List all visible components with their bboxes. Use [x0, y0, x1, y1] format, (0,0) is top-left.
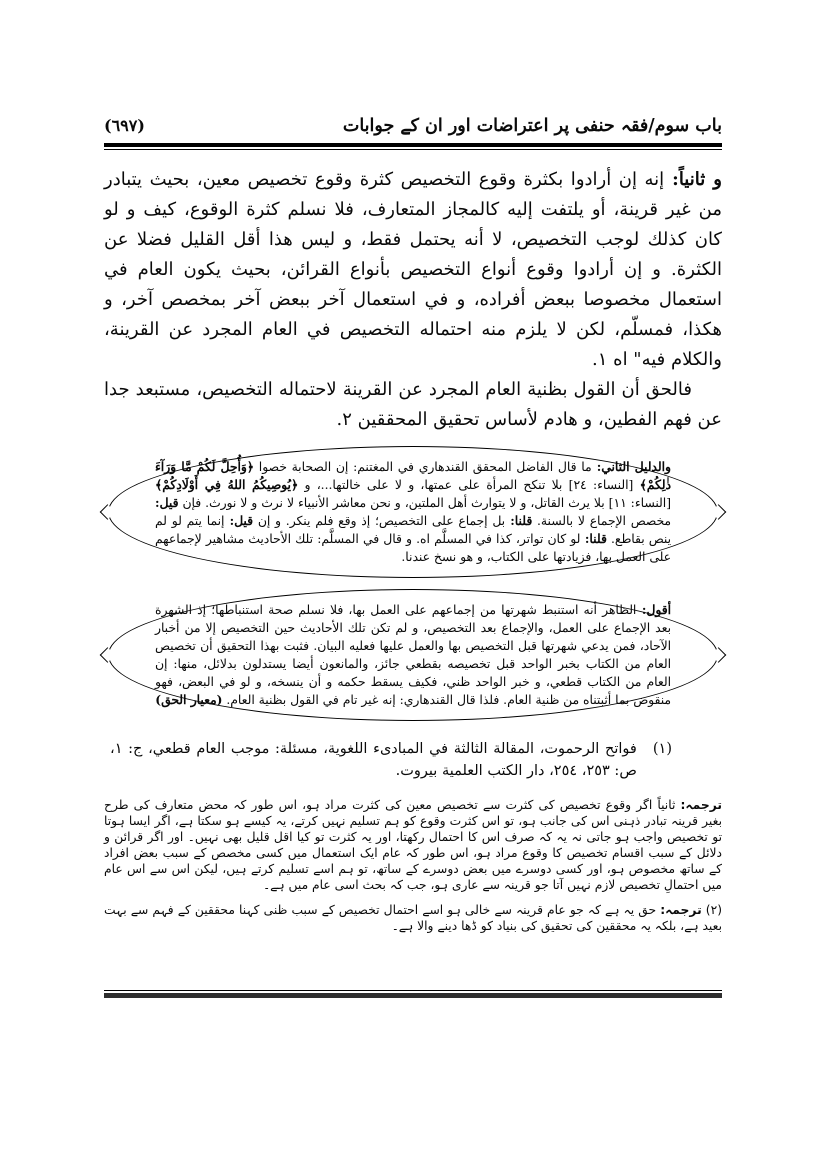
oval-right-tip	[711, 505, 727, 521]
oval-left-tip	[100, 505, 116, 521]
oval-left-tip	[100, 648, 116, 664]
footnote-1	[104, 738, 722, 782]
body-paragraph-2: فالحق أن القول بظنية العام المجرد عن القرينة لاحتماله التخصيص، مستبعد جدا عن فهم الفطين، و هادم لأساس تحقيق المحققين ٢.	[104, 379, 722, 431]
urdu-translation-1-text: ترجمہ: ثانیاً اگر وقوع تخصیص کی کثرت سے تخصیص معین کی کثرت مراد ہو، اس طور کہ محض متعارف کی طرح بغیر قرینہ تبادر ذہنی اس کی جانب ہو، تو اس کثرت وقوع کو ہم تسلیم نہیں کرتے، یہ کیسے ہو سکتا ہے، اگر ایسا ہوتا تو تخصیص واجب ہو جاتی نہ یہ کہ صرف اس کا احتمال رکھتا، اور یہ کثرت تو کیا اقل قلیل بھی نہیں۔ اور اگر قرائن و دلائل کے سبب اقسام تخصیص کا وقوع مراد ہو، اس طور کہ عام ایک استعمال میں کسی مخصص کے سبب بعض افراد کے ساتھ مخصوص ہو، اور کسی دوسرے میں بعض دوسرے کے ساتھ، تو ہم اسے تسلیم کرتے ہیں، لیکن اس سے اس عام میں احتمالِ تخصیص لازم نہیں آتا جو قرینہ سے عاری ہو، جب کہ بحث اسی عام میں ہے۔	[104, 798, 722, 893]
urdu-translation-2-text: (٢) ترجمہ: حق یہ ہے کہ جو عام قرینہ سے خالی ہو اسے احتمال تخصیص کے سبب ظنی کہنا محققین کے فہم سے بہت بعید ہے، بلکہ یہ محققین کی تحقیق کی بنیاد کو ڈھا دینے والا ہے۔	[104, 903, 722, 934]
footer-divider-thin-line	[104, 990, 722, 991]
footer-divider-thick-line	[104, 993, 722, 998]
urdu-translation-1	[104, 797, 722, 893]
footnote-1-text: فواتح الرحموت، المقالة الثالثة في المبادىء اللغوية، مسئلة: موجب العام قطعي، ج: ١، ص: ٢٥٣، ٢٥٤، دار الكتب العلمية بيروت.	[110, 741, 637, 780]
oval-right-tip	[711, 648, 727, 664]
urdu-translation-2	[104, 902, 722, 934]
header-divider-thin-line	[104, 149, 722, 150]
annotation-oval-2	[108, 589, 718, 721]
page-body	[104, 165, 722, 435]
header-divider	[104, 143, 722, 150]
page-number: (٦٩٧)	[104, 116, 145, 135]
annotation-oval-1	[108, 446, 718, 578]
body-paragraph-1: و ثانياً: إنه إن أرادوا بكثرة وقوع التخصيص كثرة وقوع تخصيص معين، بحيث يتبادر من غير قرينة، أو يلتفت إليه كالمجاز المتعارف، فلا نسلم كثرة الوقوع، كيف و لو كان كذلك لوجب التخصيص، لا أنه يحتمل فقط، و ليس هذا أقل القليل فضلا عن الكثرة. و إن أرادوا وقوع أنواع التخصيص بأنواع القرائن، بحيث يكون العام في استعمال مخصوصا ببعض أفراده، و في استعمال آخر ببعض آخر بمخصص آخر، و هكذا، فمسلّم، لكن لا يلزم منه احتماله التخصيص في العام المجرد عن القرينة، والكلام فيه" اه ١.	[104, 169, 722, 371]
annotation-oval-1-text: والدليل الثاني: ما قال الفاضل المحقق القندهاري في المغتنم: إن الصحابة خصوا ﴿وَأُحِلَّ لَكُمْ مَّا وَرَآءَ ذٰلِكُمْ﴾ [النساء: ٢٤] بلا تنكح المرأة على عمتها، و لا على خالتها...، و ﴿يُوصِيكُمُ اللهُ فِي أَوْلَادِكُمْ﴾ [النساء: ١١] بلا يرث القاتل، و لا يتوارث أهل الملتين، و نحن معاشر الأنبياء لا نرث و لا نورث. فإن قيل: مخصص الإجماع لا بالسنة. قلنا: بل إجماع على التخصيص؛ إذ وقع فلم ينكر. و إن قيل: إنما يتم لو لم ينص بقاطع. قلنا: لو كان تواتر، كذا في المسلَّم اه. و قال في المسلَّم: تلك الأحاديث مشاهير لإجماعهم على العمل بها، فزيادتها على الكتاب، و هو نسخ عندنا.	[155, 459, 671, 565]
chapter-title: باب سوم/فقہ حنفی پر اعتراضات اور ان کے جوابات	[342, 116, 722, 136]
footnote-1-marker: (١)	[652, 741, 672, 758]
page-header	[104, 116, 722, 136]
annotation-oval-2-text: أقول: الظاهر أنه استنبط شهرتها من إجماعهم على العمل بها، فلا نسلم صحة استنباطها؛ إذ الشهرة بعد الإجماع على العمل، والإجماع بعد التخصيص، و لم تكن تلك الأحاديث حين التخصيص إلا من أخبار الآحاد، فمن يدعي شهرتها قبل التخصيص بها والعمل عليها فعليه البيان. فثبت بهذا التحقيق أن تخصيص العام من الكتاب بخبر الواحد قبل تخصيصه بقطعي جائز، والمانعون أيضا يستدلون بدلائل، منها: إن العام من الكتاب قطعي، و خبر الواحد ظني، فكيف يسقط حكمه و أن ينسخه، و لو في البعض، فهو منقوض بما أثبتناه من ظنية العام. فلذا قال القندهاري: إنه غير تام في القول بظنية العام. (معيار الحق)	[155, 602, 672, 708]
header-divider-thick-line	[104, 143, 722, 147]
footer-divider	[104, 990, 722, 998]
